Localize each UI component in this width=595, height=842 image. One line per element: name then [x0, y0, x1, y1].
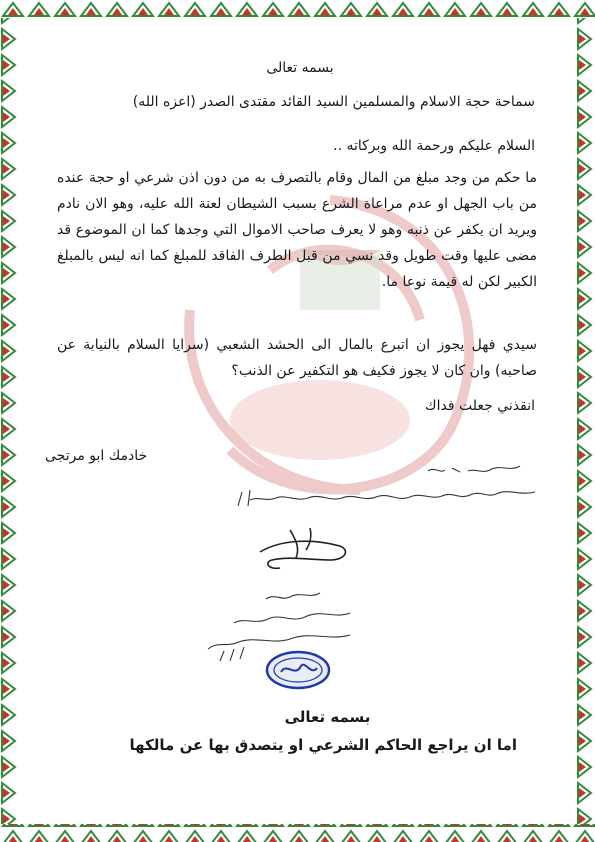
- reply-heading: بسمه تعالى: [284, 708, 371, 726]
- signature: [250, 520, 360, 580]
- letter-paragraph-request: سيدي فهل يجوز ان اتبرع بالمال الى الحشد الشعبي (سرايا السلام بالنيابة عن صاحبه) وان كان لا يجوز فكيف هو التكفير عن الذنب؟: [57, 337, 537, 379]
- letter-salutation: بسمه تعالى: [266, 60, 334, 76]
- letter-greeting: السلام عليكم ورحمة الله وبركاته ..: [333, 138, 535, 154]
- blue-seal-stamp: [265, 650, 331, 690]
- letter-signoff: خادمك ابو مرتجى: [45, 448, 148, 464]
- reply-answer: اما ان يراجع الحاكم الشرعي او يتصدق بها عن مالكها: [129, 736, 517, 754]
- letter-closing: انقذني جعلت فداك: [425, 398, 535, 414]
- letter-paragraph-question: ما حكم من وجد مبلغ من المال وقام بالتصرف به من دون اذن شرعي او حجة عنده من باب الجهل او عدم مراعاة الشرع بسبب الشيطان لعنة الله عليه، وهو الان نادم ويريد ان يكفر عن ذنبه وهو لا يعرف صاحب الاموال التي وجدها كما ان الموضوع قد مضى عليها وقت طويل وقد نسي من قبل الطرف الفاقد للمبلغ كما انه ليس بالمبلغ الكبير لكن له قيمة نوعا ما.: [57, 170, 537, 290]
- letter-addressee: سماحة حجة الاسلام والمسلمين السيد القائد مقتدى الصدر (اعزه الله): [132, 94, 535, 110]
